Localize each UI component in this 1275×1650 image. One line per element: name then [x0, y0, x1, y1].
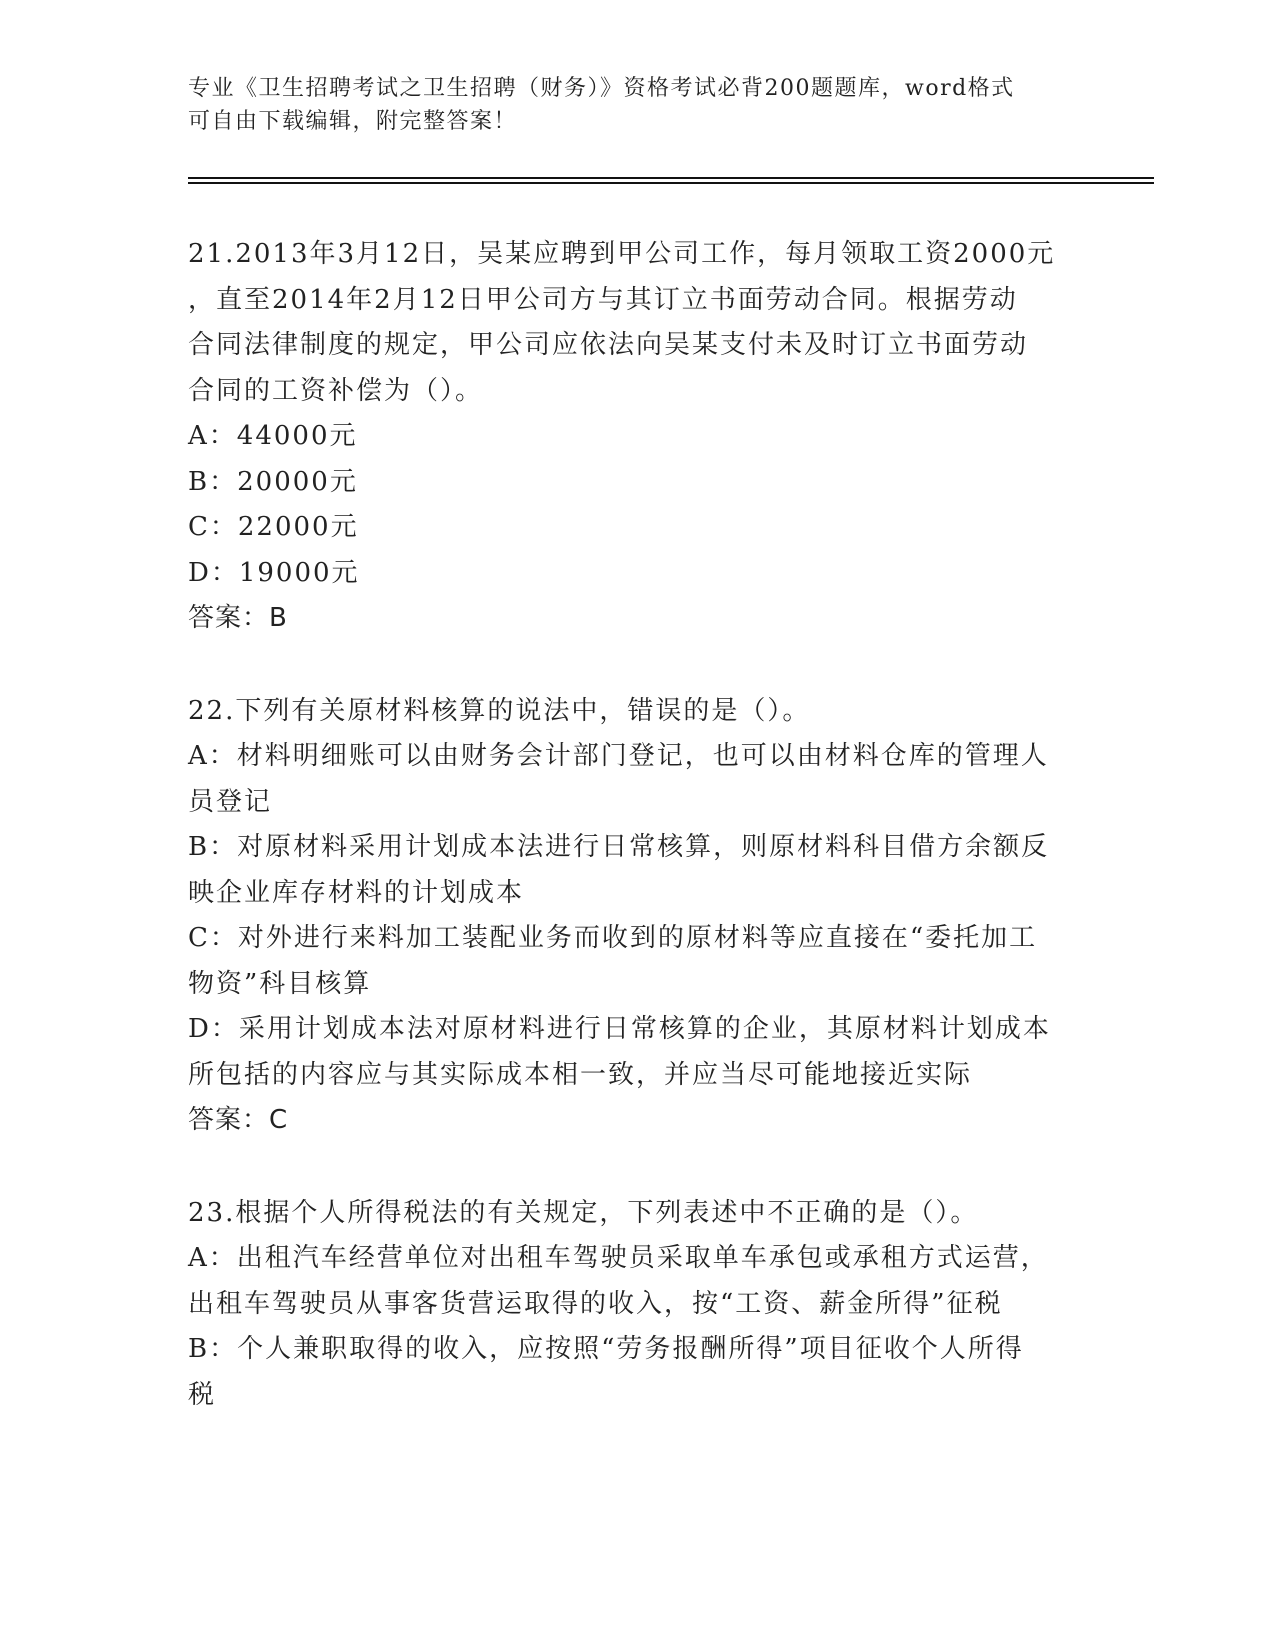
question-text: 22.下列有关原材料核算的说法中，错误的是（）。	[188, 695, 811, 726]
question-text: 21.2013年3月12日，吴某应聘到甲公司工作，每月领取工资2000元	[188, 239, 1056, 269]
question-text: 23.根据个人所得税法的有关规定，下列表述中不正确的是（）。	[188, 1197, 979, 1228]
question-text: ，直至2014年2月12日甲公司方与其订立书面劳动合同。根据劳动	[188, 284, 1018, 315]
option-b: B：个人兼职取得的收入，应按照“劳务报酬所得”项目征收个人所得	[188, 1334, 1024, 1364]
question-22	[188, 689, 1088, 1144]
answer-label: 答案：B	[188, 603, 288, 633]
option-b: B：20000元	[188, 466, 358, 497]
header-divider-top	[188, 177, 1154, 179]
question-text: 合同的工资补偿为（）。	[188, 375, 484, 406]
option-a-continued: 员登记	[188, 786, 273, 817]
option-a: A：44000元	[188, 421, 358, 451]
header-line: 专业《卫生招聘考试之卫生招聘（财务）》资格考试必背200题题库，word格式	[188, 76, 1015, 101]
option-c: C：22000元	[188, 512, 359, 542]
option-b: B：对原材料采用计划成本法进行日常核算，则原材料科目借方余额反	[188, 832, 1050, 862]
question-list	[188, 232, 1088, 1465]
document-header	[188, 72, 1068, 138]
option-b-continued: 税	[188, 1379, 217, 1410]
option-d-continued: 所包括的内容应与其实际成本相一致，并应当尽可能地接近实际	[188, 1059, 973, 1090]
question-21	[188, 232, 1088, 642]
question-text: 合同法律制度的规定，甲公司应依法向吴某支付未及时订立书面劳动	[188, 330, 1029, 360]
option-d: D：19000元	[188, 557, 360, 588]
option-b-continued: 映企业库存材料的计划成本	[188, 877, 525, 908]
question-23	[188, 1191, 1088, 1419]
option-a: A：材料明细账可以由财务会计部门登记，也可以由材料仓库的管理人	[188, 741, 1049, 771]
header-line: 可自由下载编辑，附完整答案！	[188, 109, 518, 134]
header-divider-bottom	[188, 182, 1154, 184]
option-d: D：采用计划成本法对原材料进行日常核算的企业，其原材料计划成本	[188, 1014, 1051, 1044]
option-a: A：出租汽车经营单位对出租车驾驶员采取单车承包或承租方式运营，	[188, 1243, 1049, 1273]
answer-label: 答案：C	[188, 1105, 289, 1135]
option-c: C：对外进行来料加工装配业务而收到的原材料等应直接在“委托加工	[188, 923, 1038, 953]
option-c-continued: 物资”科目核算	[188, 968, 372, 999]
option-a-continued: 出租车驾驶员从事客货营运取得的收入，按“工资、薪金所得”征税	[188, 1288, 1003, 1319]
